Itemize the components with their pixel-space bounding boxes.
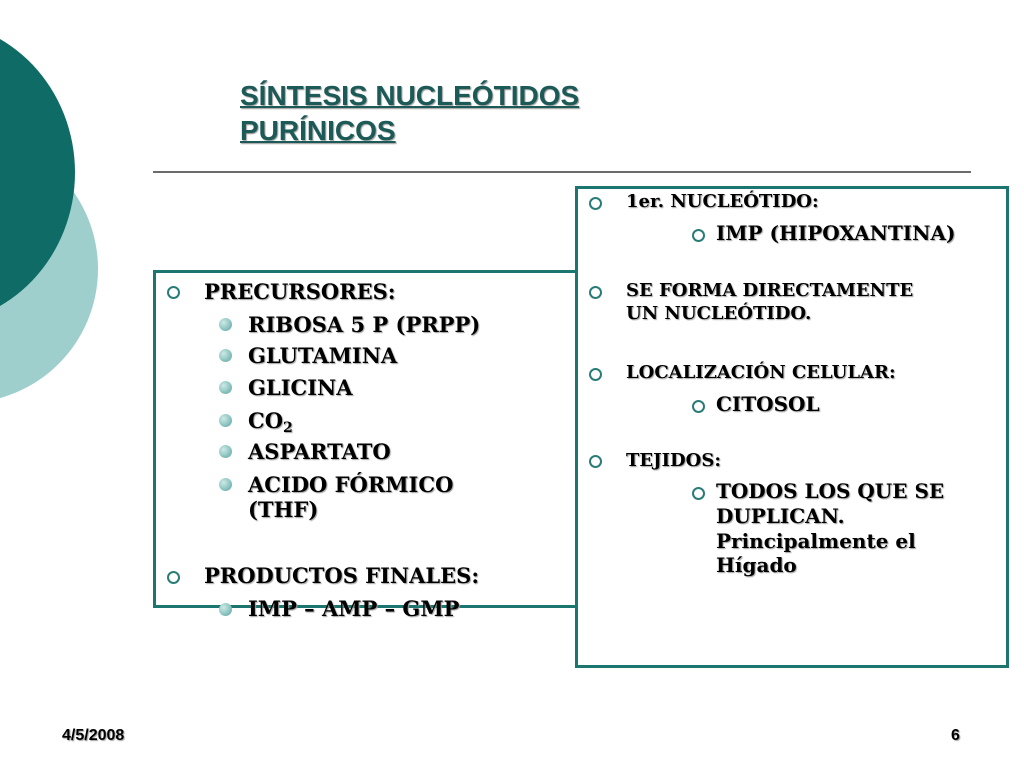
dot-bullet-icon (219, 445, 232, 458)
tissues-item-line-2: DUPLICAN. (716, 504, 845, 528)
dot-bullet-icon (219, 381, 232, 394)
footer-date: 4/5/2008 (62, 727, 125, 744)
tissues-item-line-3: Principalmente el (716, 529, 916, 553)
ring-bullet-icon (692, 400, 705, 413)
tissues-item-line-1: TODOS LOS QUE SE (716, 479, 945, 503)
precursor-item: GLUTAMINA (248, 343, 398, 368)
precursor-item: ASPARTATO (248, 439, 391, 464)
ring-bullet-icon (589, 197, 602, 210)
ring-bullet-icon (589, 455, 602, 468)
ring-bullet-icon (167, 286, 180, 299)
synthesis-info-box (575, 186, 1009, 668)
dot-bullet-icon (219, 349, 232, 362)
ring-bullet-icon (167, 571, 180, 584)
tissues-item-line-4: Hígado (716, 553, 797, 577)
ring-bullet-icon (692, 229, 705, 242)
slide-title (240, 78, 579, 148)
precursor-item: RIBOSA 5 P (PRPP) (248, 312, 481, 337)
location-item: CITOSOL (716, 392, 820, 416)
dot-bullet-icon (219, 603, 232, 616)
forms-line-1: SE FORMA DIRECTAMENTE (626, 280, 914, 301)
slide-number: 6 (951, 727, 960, 744)
dot-bullet-icon (219, 318, 232, 331)
co2-label: CO (248, 408, 284, 433)
title-divider (153, 171, 971, 173)
precursor-item-co2 (248, 408, 293, 441)
products-heading: PRODUCTOS FINALES: (204, 563, 480, 588)
location-heading: LOCALIZACIÓN CELULAR: (626, 362, 896, 383)
ring-bullet-icon (589, 368, 602, 381)
product-item: IMP – AMP – GMP (248, 596, 460, 621)
ring-bullet-icon (692, 487, 705, 500)
tissues-heading: TEJIDOS: (626, 450, 721, 471)
forms-line-2: UN NUCLEÓTIDO. (626, 303, 812, 324)
title-line-2: PURÍNICOS (240, 115, 396, 146)
co2-subscript: 2 (283, 420, 293, 436)
dot-bullet-icon (219, 414, 232, 427)
ring-bullet-icon (589, 286, 602, 299)
title-line-1: SÍNTESIS NUCLEÓTIDOS (240, 80, 580, 111)
first-nucleotide-heading: 1er. NUCLEÓTIDO: (626, 191, 819, 212)
first-nucleotide-item: IMP (HIPOXANTINA) (716, 221, 956, 245)
dot-bullet-icon (219, 478, 232, 491)
precursor-item: GLICINA (248, 375, 353, 400)
precursor-item: ACIDO FÓRMICO (248, 472, 454, 497)
precursors-heading: PRECURSORES: (204, 279, 396, 304)
precursor-item-note: (THF) (248, 497, 319, 522)
